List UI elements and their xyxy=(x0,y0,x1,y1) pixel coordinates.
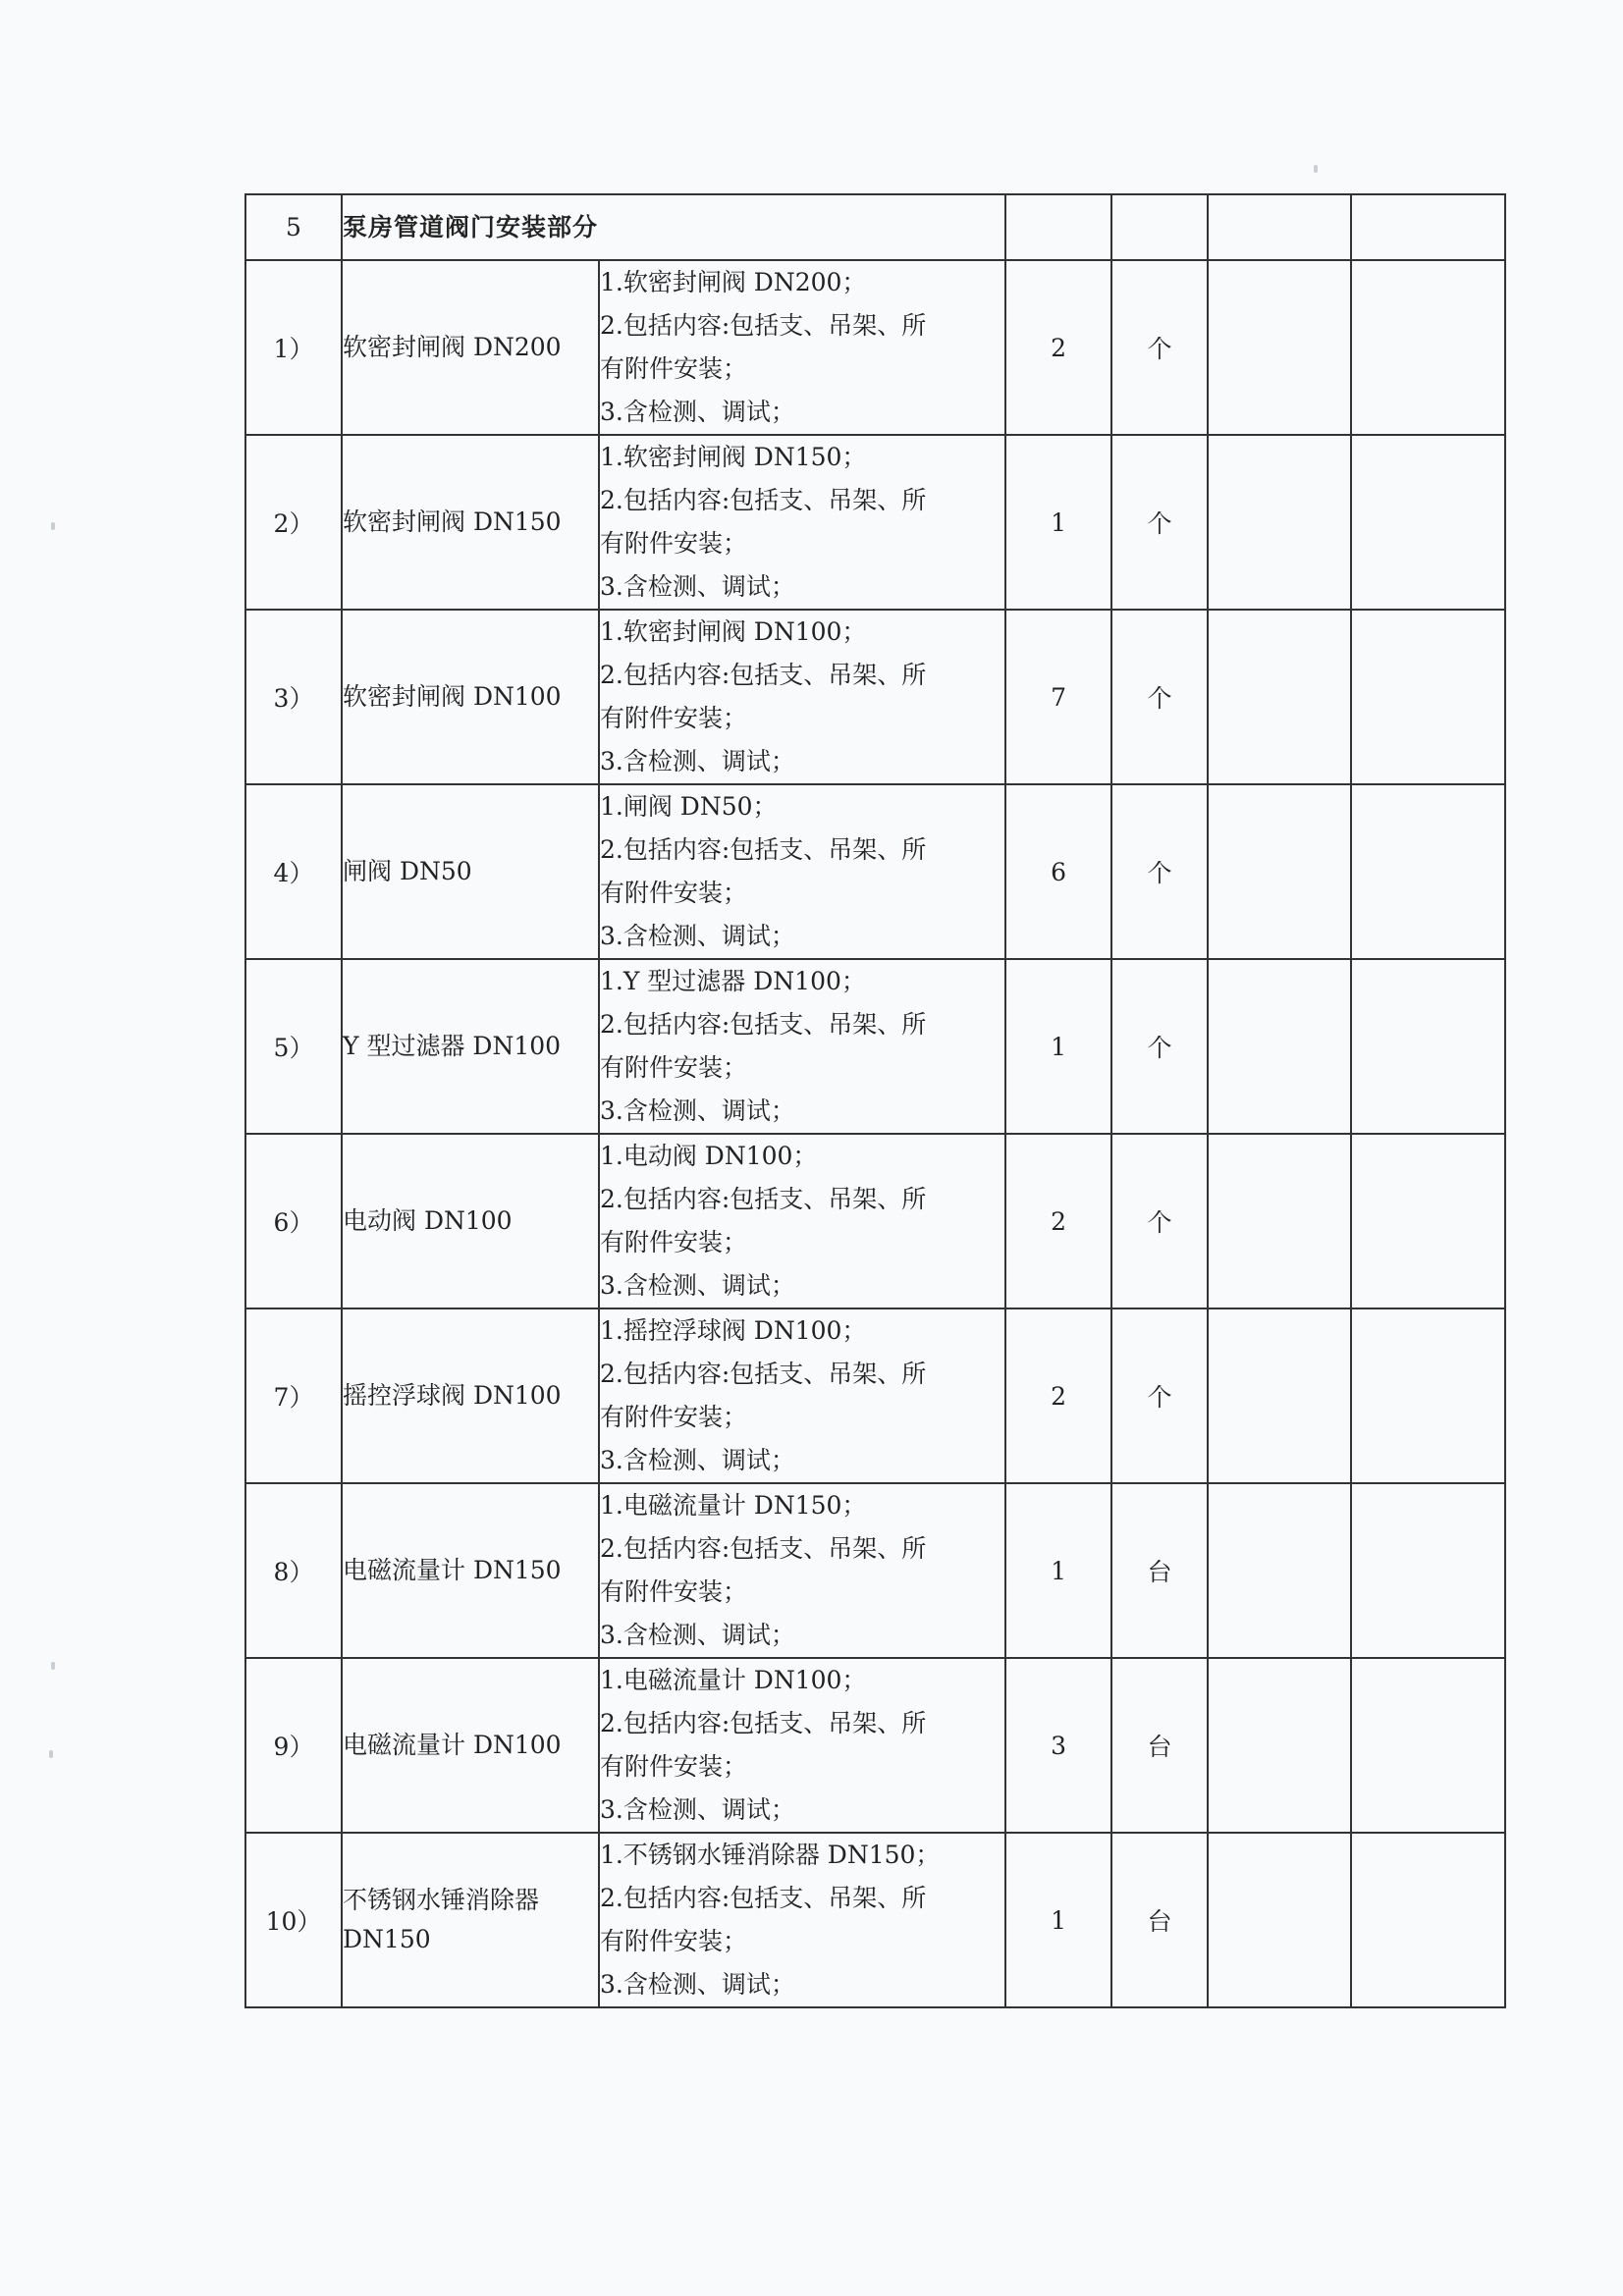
description-line: 1.不锈钢水锤消除器 DN150； xyxy=(600,1841,941,1869)
item-number: 7） xyxy=(245,1308,342,1483)
item-description xyxy=(599,959,1005,1134)
item-unit: 台 xyxy=(1111,1483,1208,1658)
description-line: 有附件安装； xyxy=(600,704,748,732)
description-line: 3.含检测、调试； xyxy=(600,1446,795,1474)
description-line: 3.含检测、调试； xyxy=(600,1271,795,1300)
empty-cell xyxy=(1208,1308,1351,1483)
table-row xyxy=(245,1833,1505,2007)
item-unit: 个 xyxy=(1111,610,1208,784)
description-line: 2.包括内容:包括支、吊架、所 xyxy=(600,1534,927,1563)
description-line: 2.包括内容:包括支、吊架、所 xyxy=(600,835,927,864)
empty-cell xyxy=(1351,784,1505,959)
empty-cell xyxy=(1208,784,1351,959)
description-line: 1.电动阀 DN100； xyxy=(600,1142,818,1170)
item-unit: 个 xyxy=(1111,260,1208,435)
empty-cell xyxy=(1208,260,1351,435)
item-description xyxy=(599,784,1005,959)
item-number: 4） xyxy=(245,784,342,959)
empty-cell xyxy=(1111,194,1208,260)
item-name: 软密封闸阀 DN150 xyxy=(342,435,599,610)
description-line: 有附件安装； xyxy=(600,1403,748,1431)
description-line: 3.含检测、调试； xyxy=(600,572,795,601)
bill-of-quantities-table xyxy=(244,193,1506,2008)
item-unit: 台 xyxy=(1111,1833,1208,2007)
description-line: 3.含检测、调试； xyxy=(600,398,795,426)
item-description xyxy=(599,1134,1005,1308)
empty-cell xyxy=(1351,1308,1505,1483)
scan-speck xyxy=(51,1662,55,1670)
empty-cell xyxy=(1351,260,1505,435)
item-quantity: 1 xyxy=(1005,1483,1111,1658)
item-number: 1） xyxy=(245,260,342,435)
section-number: 5 xyxy=(245,194,342,260)
item-name: 软密封闸阀 DN200 xyxy=(342,260,599,435)
item-quantity: 1 xyxy=(1005,1833,1111,2007)
scan-speck xyxy=(49,1750,53,1758)
empty-cell xyxy=(1208,194,1351,260)
description-line: 3.含检测、调试； xyxy=(600,1795,795,1824)
description-line: 2.包括内容:包括支、吊架、所 xyxy=(600,486,927,514)
description-line: 1.软密封闸阀 DN100； xyxy=(600,617,867,646)
item-name: 软密封闸阀 DN100 xyxy=(342,610,599,784)
item-name: 闸阀 DN50 xyxy=(342,784,599,959)
item-unit: 个 xyxy=(1111,1134,1208,1308)
empty-cell xyxy=(1351,435,1505,610)
item-description xyxy=(599,1483,1005,1658)
item-quantity: 2 xyxy=(1005,1308,1111,1483)
item-name: 电磁流量计 DN100 xyxy=(342,1658,599,1833)
description-line: 2.包括内容:包括支、吊架、所 xyxy=(600,1010,927,1039)
description-line: 3.含检测、调试； xyxy=(600,1096,795,1125)
description-line: 3.含检测、调试； xyxy=(600,922,795,950)
empty-cell xyxy=(1351,1134,1505,1308)
empty-cell xyxy=(1208,1833,1351,2007)
empty-cell xyxy=(1208,1134,1351,1308)
table-row xyxy=(245,610,1505,784)
description-line: 有附件安装； xyxy=(600,354,748,383)
description-line: 1.电磁流量计 DN100； xyxy=(600,1666,867,1694)
item-number: 5） xyxy=(245,959,342,1134)
table-row xyxy=(245,1308,1505,1483)
item-description xyxy=(599,260,1005,435)
item-description xyxy=(599,1833,1005,2007)
item-quantity: 2 xyxy=(1005,1134,1111,1308)
description-line: 2.包括内容:包括支、吊架、所 xyxy=(600,1884,927,1912)
description-line: 3.含检测、调试； xyxy=(600,1970,795,1999)
item-number: 6） xyxy=(245,1134,342,1308)
section-title: 泵房管道阀门安装部分 xyxy=(342,194,1005,260)
description-line: 有附件安装； xyxy=(600,1927,748,1955)
description-line: 1.电磁流量计 DN150； xyxy=(600,1491,867,1520)
empty-cell xyxy=(1351,194,1505,260)
item-unit: 个 xyxy=(1111,784,1208,959)
table-row xyxy=(245,1658,1505,1833)
item-number: 3） xyxy=(245,610,342,784)
description-line: 1.软密封闸阀 DN150； xyxy=(600,443,867,471)
item-description xyxy=(599,610,1005,784)
item-number: 10） xyxy=(245,1833,342,2007)
item-name: 不锈钢水锤消除器 DN150 xyxy=(342,1833,599,2007)
table-row xyxy=(245,260,1505,435)
description-line: 有附件安装； xyxy=(600,1228,748,1256)
item-quantity: 3 xyxy=(1005,1658,1111,1833)
empty-cell xyxy=(1208,610,1351,784)
item-quantity: 7 xyxy=(1005,610,1111,784)
empty-cell xyxy=(1005,194,1111,260)
item-quantity: 2 xyxy=(1005,260,1111,435)
section-header-row xyxy=(245,194,1505,260)
table-row xyxy=(245,435,1505,610)
empty-cell xyxy=(1208,1658,1351,1833)
description-line: 3.含检测、调试； xyxy=(600,747,795,775)
item-quantity: 1 xyxy=(1005,959,1111,1134)
table-row xyxy=(245,959,1505,1134)
item-unit: 个 xyxy=(1111,959,1208,1134)
empty-cell xyxy=(1208,959,1351,1134)
description-line: 有附件安装； xyxy=(600,529,748,558)
description-line: 1.Y 型过滤器 DN100； xyxy=(600,967,866,995)
empty-cell xyxy=(1351,1658,1505,1833)
description-line: 3.含检测、调试； xyxy=(600,1621,795,1649)
item-name: 电动阀 DN100 xyxy=(342,1134,599,1308)
description-line: 有附件安装； xyxy=(600,1577,748,1606)
description-line: 2.包括内容:包括支、吊架、所 xyxy=(600,1185,927,1213)
item-description xyxy=(599,435,1005,610)
item-description xyxy=(599,1308,1005,1483)
description-line: 1.摇控浮球阀 DN100； xyxy=(600,1316,867,1345)
item-number: 9） xyxy=(245,1658,342,1833)
empty-cell xyxy=(1351,1833,1505,2007)
item-unit: 个 xyxy=(1111,435,1208,610)
description-line: 1.闸阀 DN50； xyxy=(600,792,778,821)
table-row xyxy=(245,1134,1505,1308)
item-name: 电磁流量计 DN150 xyxy=(342,1483,599,1658)
description-line: 2.包括内容:包括支、吊架、所 xyxy=(600,661,927,689)
description-line: 有附件安装； xyxy=(600,1053,748,1082)
description-line: 有附件安装； xyxy=(600,879,748,907)
item-unit: 个 xyxy=(1111,1308,1208,1483)
description-line: 有附件安装； xyxy=(600,1752,748,1781)
item-quantity: 1 xyxy=(1005,435,1111,610)
table-row xyxy=(245,784,1505,959)
empty-cell xyxy=(1208,435,1351,610)
table-row xyxy=(245,1483,1505,1658)
item-unit: 台 xyxy=(1111,1658,1208,1833)
item-number: 2） xyxy=(245,435,342,610)
description-line: 1.软密封闸阀 DN200； xyxy=(600,268,867,296)
description-line: 2.包括内容:包括支、吊架、所 xyxy=(600,1709,927,1737)
item-name: 摇控浮球阀 DN100 xyxy=(342,1308,599,1483)
empty-cell xyxy=(1351,959,1505,1134)
item-quantity: 6 xyxy=(1005,784,1111,959)
item-name: Y 型过滤器 DN100 xyxy=(342,959,599,1134)
scan-speck xyxy=(1314,165,1318,173)
description-line: 2.包括内容:包括支、吊架、所 xyxy=(600,1360,927,1388)
empty-cell xyxy=(1351,1483,1505,1658)
description-line: 2.包括内容:包括支、吊架、所 xyxy=(600,311,927,340)
empty-cell xyxy=(1351,610,1505,784)
scan-speck xyxy=(51,522,55,530)
item-number: 8） xyxy=(245,1483,342,1658)
item-description xyxy=(599,1658,1005,1833)
empty-cell xyxy=(1208,1483,1351,1658)
